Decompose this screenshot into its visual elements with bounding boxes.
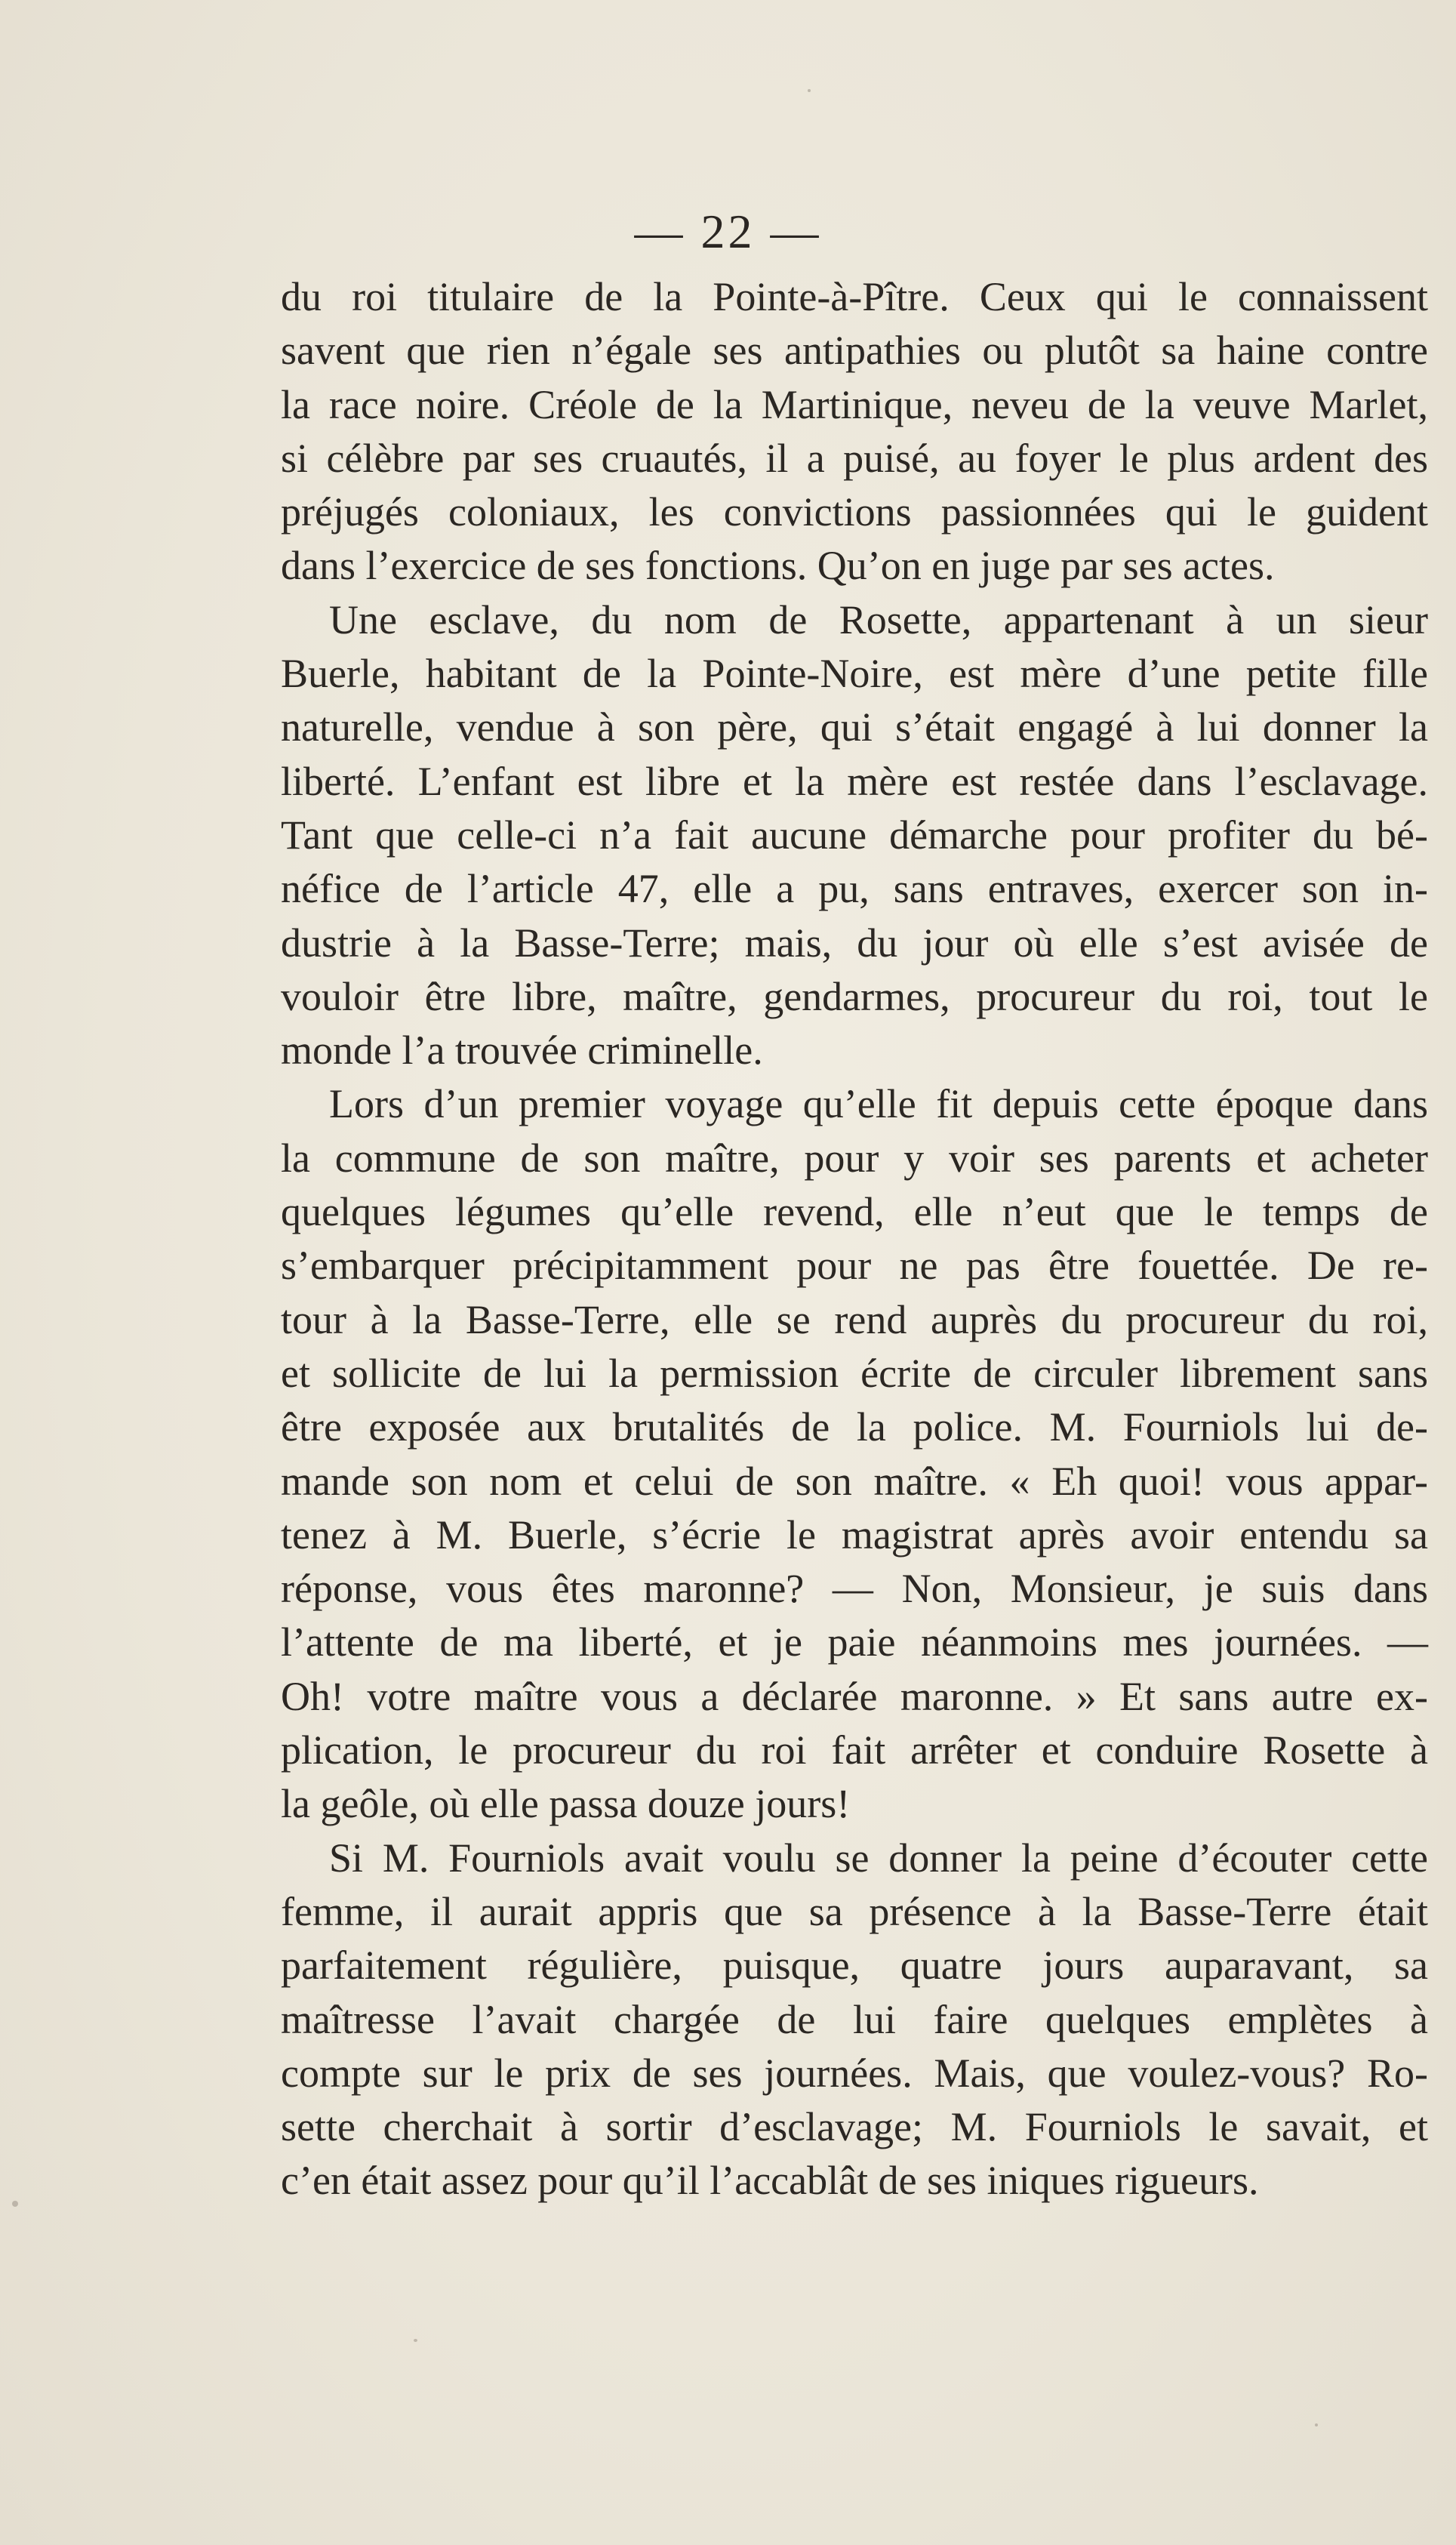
text-line: si célèbre par ses cruautés, il a puisé, au foyer le plus ardent des [281, 435, 1428, 481]
paragraph-start-line: Une esclave, du nom de Rosette, appartenant à un sieur [329, 596, 1428, 642]
text-line: préjugés coloniaux, les convictions passionnées qui le guident [281, 489, 1428, 535]
text-line: savent que rien n’égale ses antipathies ou plutôt sa haine contre [281, 328, 1428, 374]
text-line: quelques légumes qu’elle revend, elle n’eut que le temps de [281, 1189, 1428, 1235]
text-line: dans l’exercice de ses fonctions. Qu’on en juge par ses actes. [281, 543, 1275, 589]
text-line: maîtresse l’avait chargée de lui faire quelques emplètes à [281, 1996, 1428, 2042]
body-text [281, 270, 1428, 2208]
text-line: s’embarquer précipitamment pour ne pas être fouettée. De re- [281, 1243, 1428, 1289]
text-line: Tant que celle-ci n’a fait aucune démarche pour profiter du bé- [281, 812, 1428, 858]
text-line: du roi titulaire de la Pointe-à-Pître. Ceux qui le connaissent [281, 274, 1428, 319]
paper-speck [1315, 2423, 1318, 2426]
paper-speck [414, 2339, 417, 2342]
text-line: la race noire. Créole de la Martinique, neveu de la veuve Marlet, [281, 381, 1428, 427]
text-line: sette cherchait à sortir d’esclavage; M. Fourniols le savait, et [281, 2104, 1428, 2150]
text-line: dustrie à la Basse-Terre; mais, du jour où elle s’est avisée de [281, 920, 1428, 966]
text-line: néfice de l’article 47, elle a pu, sans entraves, exercer son in- [281, 866, 1428, 912]
text-line: vouloir être libre, maître, gendarmes, procureur du roi, tout le [281, 973, 1428, 1019]
page-number: — 22 — [634, 205, 822, 258]
text-line: liberté. L’enfant est libre et la mère est restée dans l’esclavage. [281, 758, 1428, 804]
paragraph-start-line: Lors d’un premier voyage qu’elle fit depuis cette époque dans [329, 1081, 1428, 1127]
text-line: l’attente de ma liberté, et je paie néanmoins mes journées. — [281, 1619, 1428, 1665]
text-line: mande son nom et celui de son maître. « Eh quoi! vous appar- [281, 1458, 1428, 1504]
text-line: la commune de son maître, pour y voir ses parents et acheter [281, 1135, 1428, 1181]
text-line: naturelle, vendue à son père, qui s’était engagé à lui donner la [281, 704, 1428, 750]
paper-speck [12, 2201, 18, 2207]
text-line: et sollicite de lui la permission écrite de circuler librement sans [281, 1350, 1428, 1396]
text-line: c’en était assez pour qu’il l’accablât de ses iniques rigueurs. [281, 2158, 1259, 2204]
text-line: compte sur le prix de ses journées. Mais, que voulez-vous? Ro- [281, 2050, 1428, 2096]
paper-speck [808, 89, 811, 92]
text-line: femme, il aurait appris que sa présence à la Basse-Terre était [281, 1888, 1428, 1934]
text-line: tenez à M. Buerle, s’écrie le magistrat après avoir entendu sa [281, 1511, 1428, 1558]
text-line: tour à la Basse-Terre, elle se rend auprès du procureur du roi, [281, 1296, 1428, 1342]
text-line: parfaitement régulière, puisque, quatre jours auparavant, sa [281, 1943, 1428, 1989]
text-line: monde l’a trouvée criminelle. [281, 1028, 763, 1074]
text-line: Buerle, habitant de la Pointe-Noire, est mère d’une petite fille [281, 651, 1428, 697]
paragraph-start-line: Si M. Fourniols avait voulu se donner la peine d’écouter cette [329, 1835, 1428, 1881]
text-line: être exposée aux brutalités de la police. M. Fourniols lui de- [281, 1404, 1428, 1450]
text-line: réponse, vous êtes maronne? — Non, Monsieur, je suis dans [281, 1566, 1428, 1612]
text-line: Oh! votre maître vous a déclarée maronne. » Et sans autre ex- [281, 1673, 1428, 1719]
text-line: la geôle, où elle passa douze jours! [281, 1781, 851, 1827]
text-line: plication, le procureur du roi fait arrêter et conduire Rosette à [281, 1727, 1428, 1773]
